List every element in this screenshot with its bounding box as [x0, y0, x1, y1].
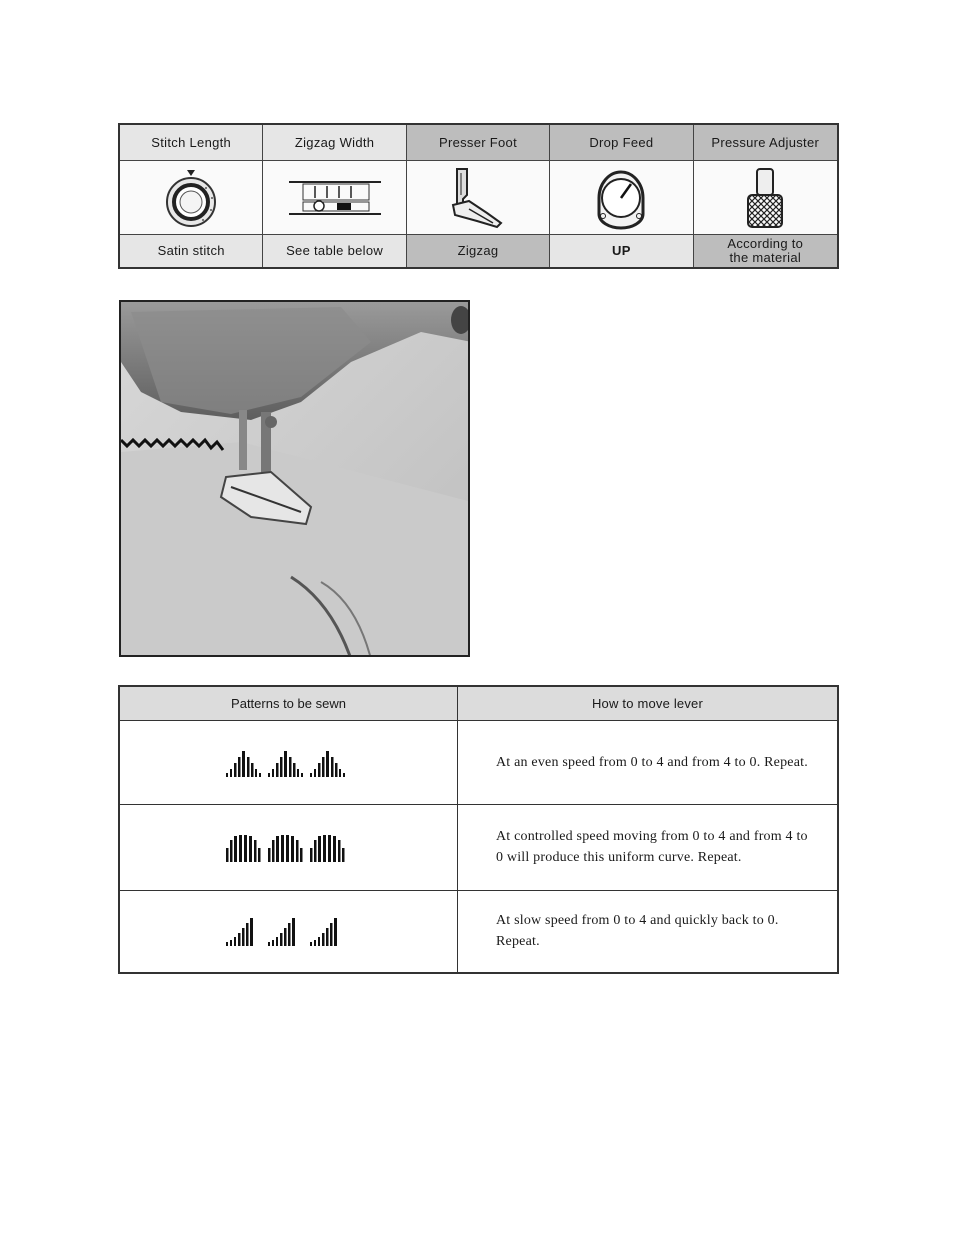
- header-drop-feed: Drop Feed: [550, 125, 693, 161]
- value-pressure-adjuster: According to the material: [694, 235, 837, 267]
- table-row: [120, 720, 837, 805]
- row-text: At controlled speed moving from 0 to 4 and from 4 to 0 will produce this uniform curve. Repeat.: [496, 829, 808, 865]
- patterns-header-row: [120, 687, 837, 721]
- table-row: [120, 890, 837, 972]
- header-presser-foot: Presser Foot: [407, 125, 550, 161]
- curve-pattern-icon: [224, 832, 354, 862]
- value-stitch-length: Satin stitch: [120, 235, 263, 267]
- zigzag-presser-foot-icon: [407, 161, 550, 235]
- header-pressure-adjuster: Pressure Adjuster: [694, 125, 837, 161]
- zigzag-width-lever-icon: [263, 161, 406, 235]
- header-patterns: Patterns to be sewn: [120, 687, 458, 720]
- sewing-machine-photo: [119, 300, 470, 657]
- patterns-table: [118, 685, 839, 974]
- table-row: [120, 804, 837, 891]
- row-text: At slow speed from 0 to 4 and quickly back to 0. Repeat.: [496, 913, 779, 949]
- value-presser-foot: Zigzag: [407, 235, 550, 267]
- value-drop-feed: UP: [550, 235, 693, 267]
- stitch-length-dial-icon: [120, 161, 263, 235]
- row-text: At an even speed from 0 to 4 and from 4 to 0. Repeat.: [496, 754, 808, 770]
- sawtooth-pattern-icon: [224, 916, 354, 946]
- header-stitch-length: Stitch Length: [120, 125, 263, 161]
- drop-feed-knob-icon: [550, 161, 693, 235]
- value-zigzag-width: See table below: [263, 235, 406, 267]
- settings-table: [118, 123, 839, 269]
- header-how-to-move: How to move lever: [458, 687, 837, 720]
- triangle-pattern-icon: [224, 747, 354, 777]
- pressure-adjuster-icon: [694, 161, 837, 235]
- header-zigzag-width: Zigzag Width: [263, 125, 406, 161]
